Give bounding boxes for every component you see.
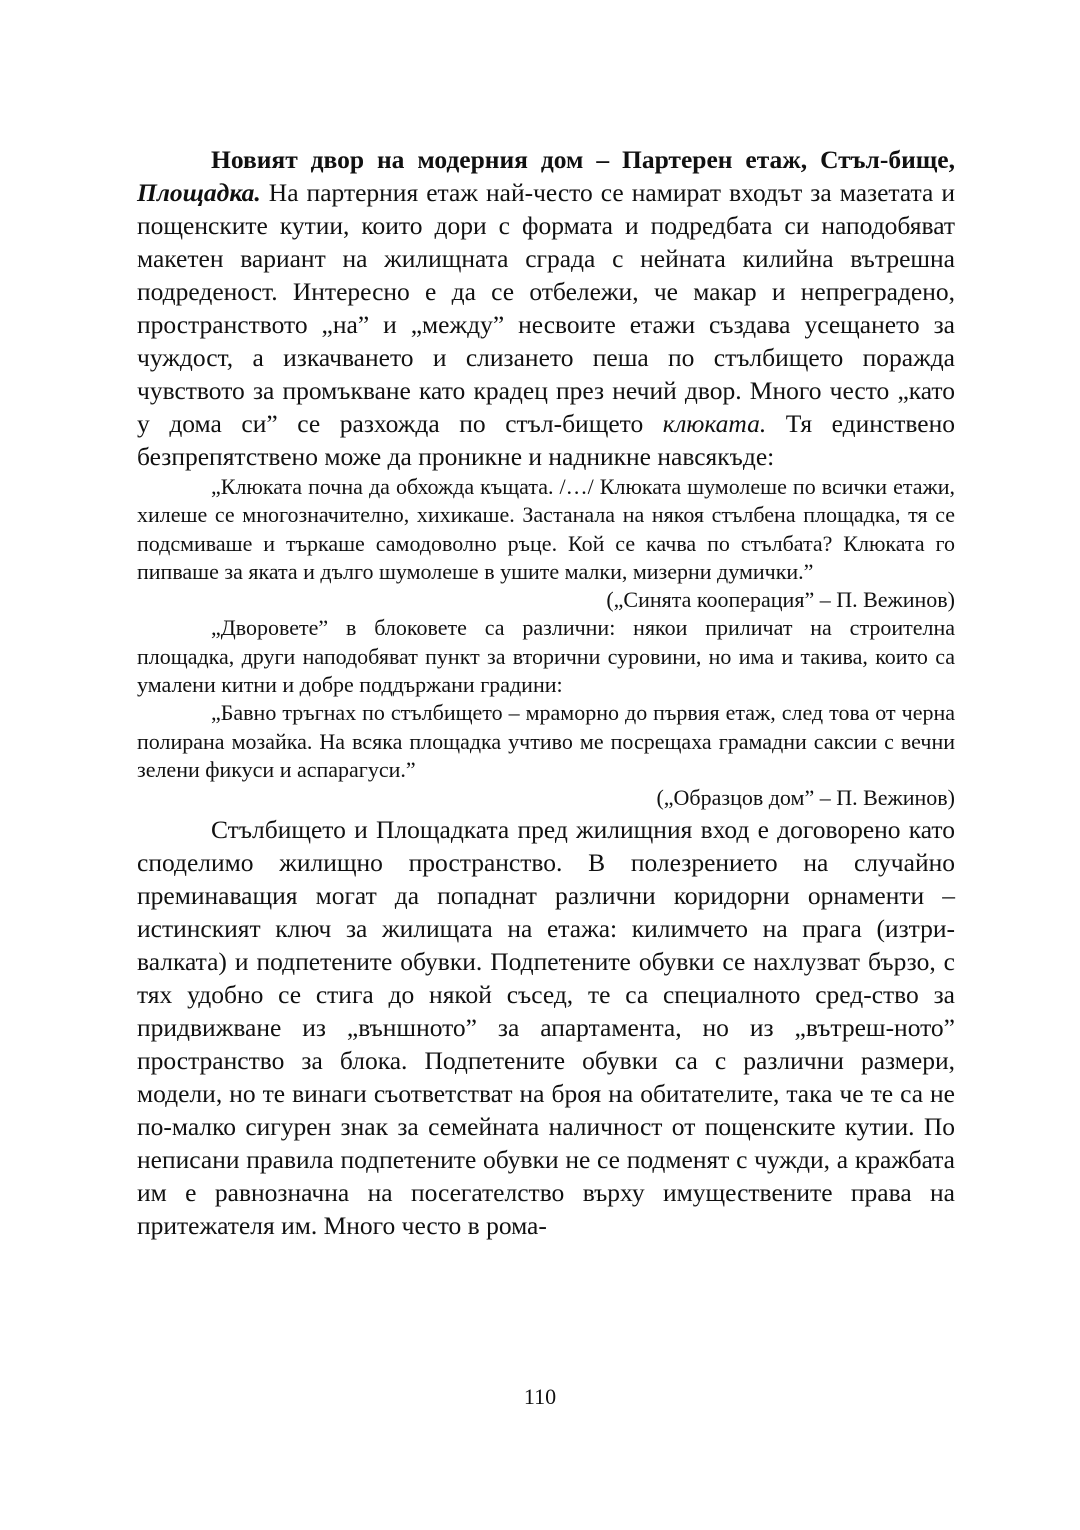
section-heading-italic: Площадка. — [137, 178, 261, 207]
paragraph-1-text-a: На партерния етаж най-често се намират входът за мазетата и пощенските кутии, които дори с формата и подредбата си наподобяват макетен вариант на жилищната сграда с нейната килийна вътрешна подреденост. Интересно е да се отбележи, че макар и непреградено, пространството „на” и „между” несвоите етажи създава усещането за чуждост, а изкачването и слизането пеша по стълбището поражда чувството за промъкване като крадец през нечий двор. Много често „като у дома си” се разхожда по стъл-бището — [137, 178, 955, 438]
paragraph-1-italic-word: клюката. — [662, 409, 767, 438]
quote-2-source: („Образцов дом” – П. Вежинов) — [656, 785, 955, 811]
quote-2-text: „Бавно тръгнах по стълбището – мраморно до първия етаж, след това от черна полирана мозайка. На всяка площадка учтиво ме посрещаха грамадни саксии с вечни зелени фикуси и аспарагуси.” — [137, 700, 955, 782]
section-heading-text: Новият двор на модерния дом – Партерен етаж, Стъл-бище, — [211, 145, 955, 174]
paragraph-2: „Дворовете” в блоковете са различни: някои приличат на строителна площадка, други наподобяват пункт за вторични суровини, но има и такива, които са умалени китни и добре поддържани градини: — [137, 615, 955, 698]
paragraph-1-text-b: Тя единствено безпрепятствено може да проникне и надникне навсякъде: — [137, 409, 955, 471]
quote-1-source: („Синята кооперация” – П. Вежинов) — [606, 587, 955, 613]
quote-1-text: „Клюката почна да обхожда къщата. /…/ Клюката шумолеше по всички етажи, хилеше се многозначително, хихикаше. Застанала на някоя стълбена площадка, тя се подсмиваше и търкаше самодоволно ръце. Кой се качва по стълбата? Клюката го пипваше за яката и дълго шумолеше в ушите малки, мизерни думички.” — [137, 474, 955, 584]
page-number: 110 — [523, 1384, 557, 1409]
paragraph-1 — [137, 143, 955, 473]
quote-1 — [137, 473, 955, 813]
page-body — [137, 143, 955, 1242]
paragraph-3: Стълбището и Площадката пред жилищния вход е договорено като споделимо жилищно пространство. В полезрението на случайно преминаващия могат да попаднат различни коридорни орнаменти – истинският ключ за жилищата на етажа: килимчето на прага (изтри-валката) и подпетените обувки. Подпетените обувки се нахлузват бързо, с тях удобно се стига до някой съсед, те са специалното сред-ство за придвижване из „външното” за апартамента, но из „вътреш-ното” пространство за блока. Подпетените обувки са с различни размери, модели, но те винаги съответстват на броя на обитателите, така че те са не по-малко сигурен знак за семейната наличност от пощенските кутии. По неписани правила подпетените обувки не се подменят с чужди, а кражбата им е равнозначна на посегателство върху имуществените права на притежателя им. Много често в рома- — [137, 814, 955, 1240]
